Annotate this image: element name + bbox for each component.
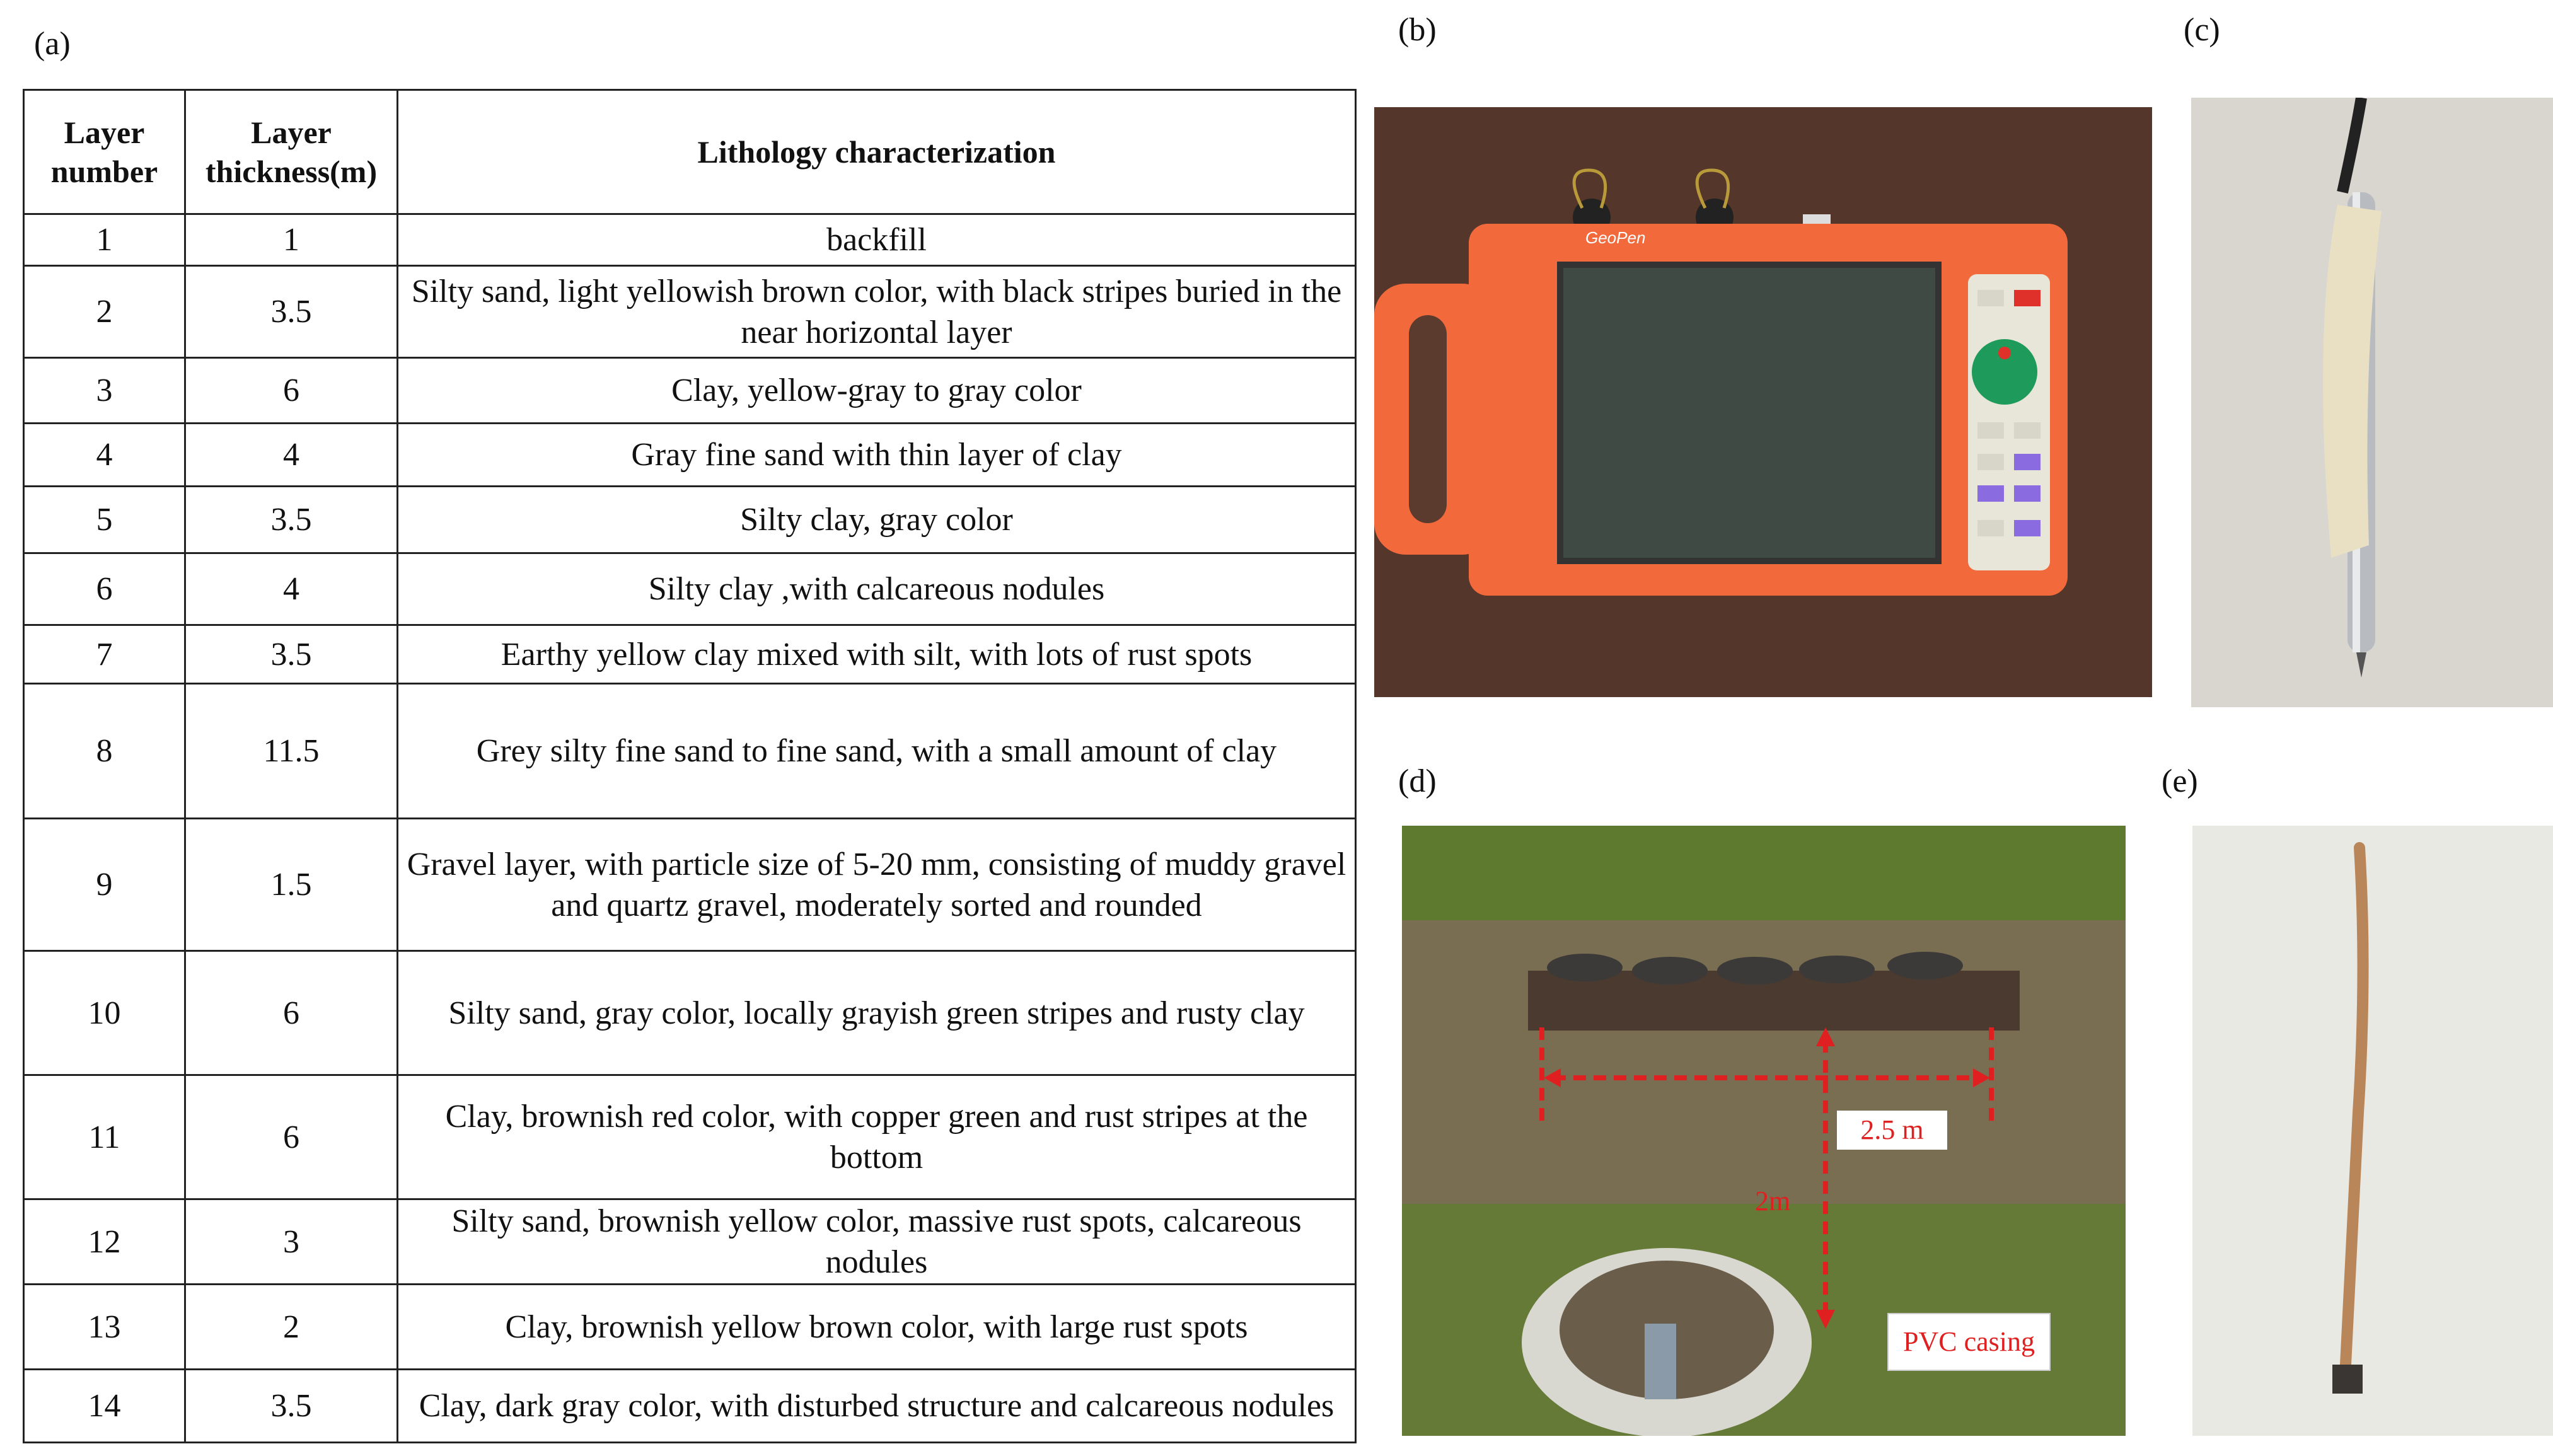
table-row — [24, 1075, 1356, 1199]
table-row — [24, 1370, 1356, 1443]
cell-thickness: 1 — [185, 214, 398, 266]
device-brand-label: GeoPen — [1585, 228, 1646, 247]
cell-layer-number: 2 — [24, 266, 185, 358]
cell-lithology: Clay, brownish red color, with copper green and rust stripes at the bottom — [398, 1075, 1356, 1199]
cell-layer-number: 9 — [24, 819, 185, 951]
cell-lithology: Silty sand, light yellowish brown color, with black stripes buried in the near horizontal layer — [398, 266, 1356, 358]
table-header-row — [24, 90, 1356, 214]
cell-layer-number: 11 — [24, 1075, 185, 1199]
distance-label-2-5m: 2.5 m — [1837, 1111, 1947, 1150]
photo-device — [1374, 107, 2152, 697]
cell-lithology: Silty clay, gray color — [398, 487, 1356, 553]
table-row — [24, 819, 1356, 951]
cell-layer-number: 6 — [24, 553, 185, 625]
cell-layer-number: 1 — [24, 214, 185, 266]
cell-thickness: 3.5 — [185, 487, 398, 553]
header-layer-thickness: Layer thickness(m) — [185, 90, 398, 214]
table-row — [24, 214, 1356, 266]
cell-thickness: 1.5 — [185, 819, 398, 951]
cell-lithology: Clay, dark gray color, with disturbed structure and calcareous nodules — [398, 1370, 1356, 1443]
table-row — [24, 553, 1356, 625]
cell-layer-number: 7 — [24, 625, 185, 684]
cell-thickness: 3.5 — [185, 1370, 398, 1443]
panel-label-a: (a) — [34, 26, 71, 62]
device-illustration — [1374, 107, 2152, 697]
geophone-illustration — [2191, 98, 2553, 707]
panel-label-e: (e) — [2162, 763, 2198, 799]
table-row — [24, 1285, 1356, 1370]
cell-layer-number: 13 — [24, 1285, 185, 1370]
cell-lithology: Silty clay ,with calcareous nodules — [398, 553, 1356, 625]
table-row — [24, 358, 1356, 424]
cell-lithology: backfill — [398, 214, 1356, 266]
hammer-rod-illustration — [2192, 826, 2553, 1436]
cell-lithology: Earthy yellow clay mixed with silt, with lots of rust spots — [398, 625, 1356, 684]
cell-thickness: 6 — [185, 1075, 398, 1199]
cell-thickness: 6 — [185, 951, 398, 1075]
table-row — [24, 487, 1356, 553]
distance-label-2m: 2m — [1755, 1186, 1791, 1216]
cell-thickness: 6 — [185, 358, 398, 424]
cell-thickness: 4 — [185, 424, 398, 487]
lithology-table — [23, 89, 1357, 1443]
cell-layer-number: 10 — [24, 951, 185, 1075]
cell-thickness: 4 — [185, 553, 398, 625]
cell-thickness: 2 — [185, 1285, 398, 1370]
panel-label-c: (c) — [2184, 12, 2220, 48]
cell-lithology: Gravel layer, with particle size of 5-20 mm, consisting of muddy gravel and quartz gravel, moderately sorted and rounded — [398, 819, 1356, 951]
cell-thickness: 3 — [185, 1199, 398, 1285]
header-layer-number: Layer number — [24, 90, 185, 214]
cell-layer-number: 12 — [24, 1199, 185, 1285]
cell-lithology: Grey silty fine sand to fine sand, with a small amount of clay — [398, 684, 1356, 819]
cell-layer-number: 4 — [24, 424, 185, 487]
cell-lithology: Gray fine sand with thin layer of clay — [398, 424, 1356, 487]
photo-geophone — [2191, 98, 2553, 707]
cell-layer-number: 3 — [24, 358, 185, 424]
cell-lithology: Clay, brownish yellow brown color, with large rust spots — [398, 1285, 1356, 1370]
cell-layer-number: 8 — [24, 684, 185, 819]
cell-thickness: 3.5 — [185, 266, 398, 358]
table-row — [24, 424, 1356, 487]
cell-lithology: Silty sand, brownish yellow color, massive rust spots, calcareous nodules — [398, 1199, 1356, 1285]
cell-layer-number: 14 — [24, 1370, 185, 1443]
cell-lithology: Clay, yellow-gray to gray color — [398, 358, 1356, 424]
header-lithology: Lithology characterization — [398, 90, 1356, 214]
cell-thickness: 3.5 — [185, 625, 398, 684]
table-row — [24, 625, 1356, 684]
cell-thickness: 11.5 — [185, 684, 398, 819]
table-row — [24, 951, 1356, 1075]
table-row — [24, 1199, 1356, 1285]
photo-field-site — [1402, 826, 2126, 1436]
photo-hammer-rod — [2192, 826, 2553, 1436]
cell-layer-number: 5 — [24, 487, 185, 553]
panel-label-b: (b) — [1398, 12, 1437, 48]
panel-label-d: (d) — [1398, 763, 1437, 799]
table-row — [24, 266, 1356, 358]
cell-lithology: Silty sand, gray color, locally grayish green stripes and rusty clay — [398, 951, 1356, 1075]
pvc-casing-label: PVC casing — [1887, 1313, 2051, 1371]
table-row — [24, 684, 1356, 819]
